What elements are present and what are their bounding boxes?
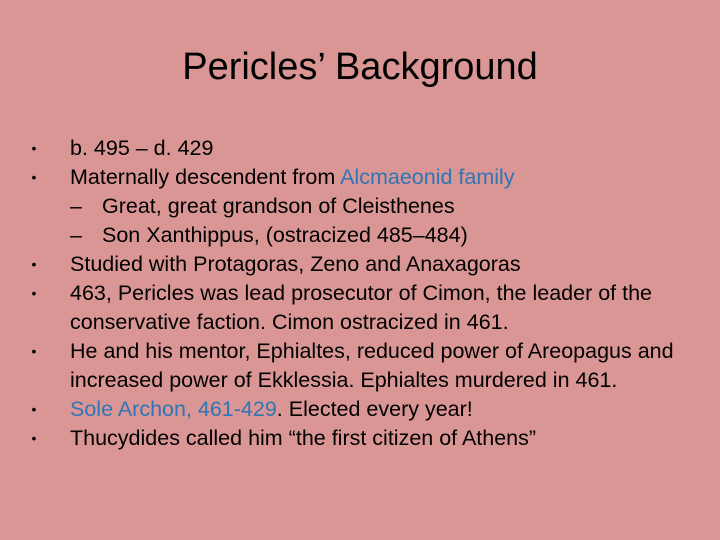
- bullet-item: [0, 163, 690, 192]
- bullet-icon: •: [31, 430, 37, 446]
- sub-bullet-item: [0, 221, 720, 250]
- bullet-text: He and his mentor, Ephialtes, reduced power of Areopagus and increased power of Ekklessia. Ephialtes murdered in 461.: [70, 339, 674, 392]
- sub-bullet-text: Great, great grandson of Cleisthenes: [102, 194, 455, 218]
- dash-icon: –: [70, 223, 82, 247]
- bullet-item: [0, 134, 690, 163]
- bullet-text: b. 495 – d. 429: [70, 136, 214, 160]
- bullet-icon: •: [31, 140, 37, 156]
- link-text[interactable]: Sole Archon, 461-429: [70, 397, 277, 421]
- bullet-icon: •: [31, 343, 37, 359]
- sub-bullet-item: [0, 192, 720, 221]
- bullet-item: [0, 395, 690, 424]
- bullet-icon: •: [31, 256, 37, 272]
- bullet-icon: •: [31, 285, 37, 301]
- bullet-text: . Elected every year!: [276, 397, 473, 421]
- bullet-list: [0, 134, 720, 453]
- bullet-item: [0, 279, 690, 337]
- sub-bullet-text: Son Xanthippus, (ostracized 485–484): [102, 223, 468, 247]
- slide-title: Pericles’ Background: [182, 46, 538, 88]
- bullet-text: Thucydides called him “the first citizen of Athens”: [70, 426, 537, 450]
- bullet-item: [0, 424, 690, 453]
- bullet-item: [0, 250, 690, 279]
- link-text[interactable]: Alcmaeonid family: [340, 165, 515, 189]
- bullet-item: [0, 337, 690, 395]
- dash-icon: –: [70, 194, 82, 218]
- bullet-text: 463, Pericles was lead prosecutor of Cimon, the leader of the conservative faction. Cimon ostracized in 461.: [70, 281, 653, 334]
- bullet-icon: •: [31, 401, 37, 417]
- bullet-text: Studied with Protagoras, Zeno and Anaxagoras: [70, 252, 521, 276]
- bullet-icon: •: [31, 169, 37, 185]
- bullet-text: Maternally descendent from: [70, 165, 341, 189]
